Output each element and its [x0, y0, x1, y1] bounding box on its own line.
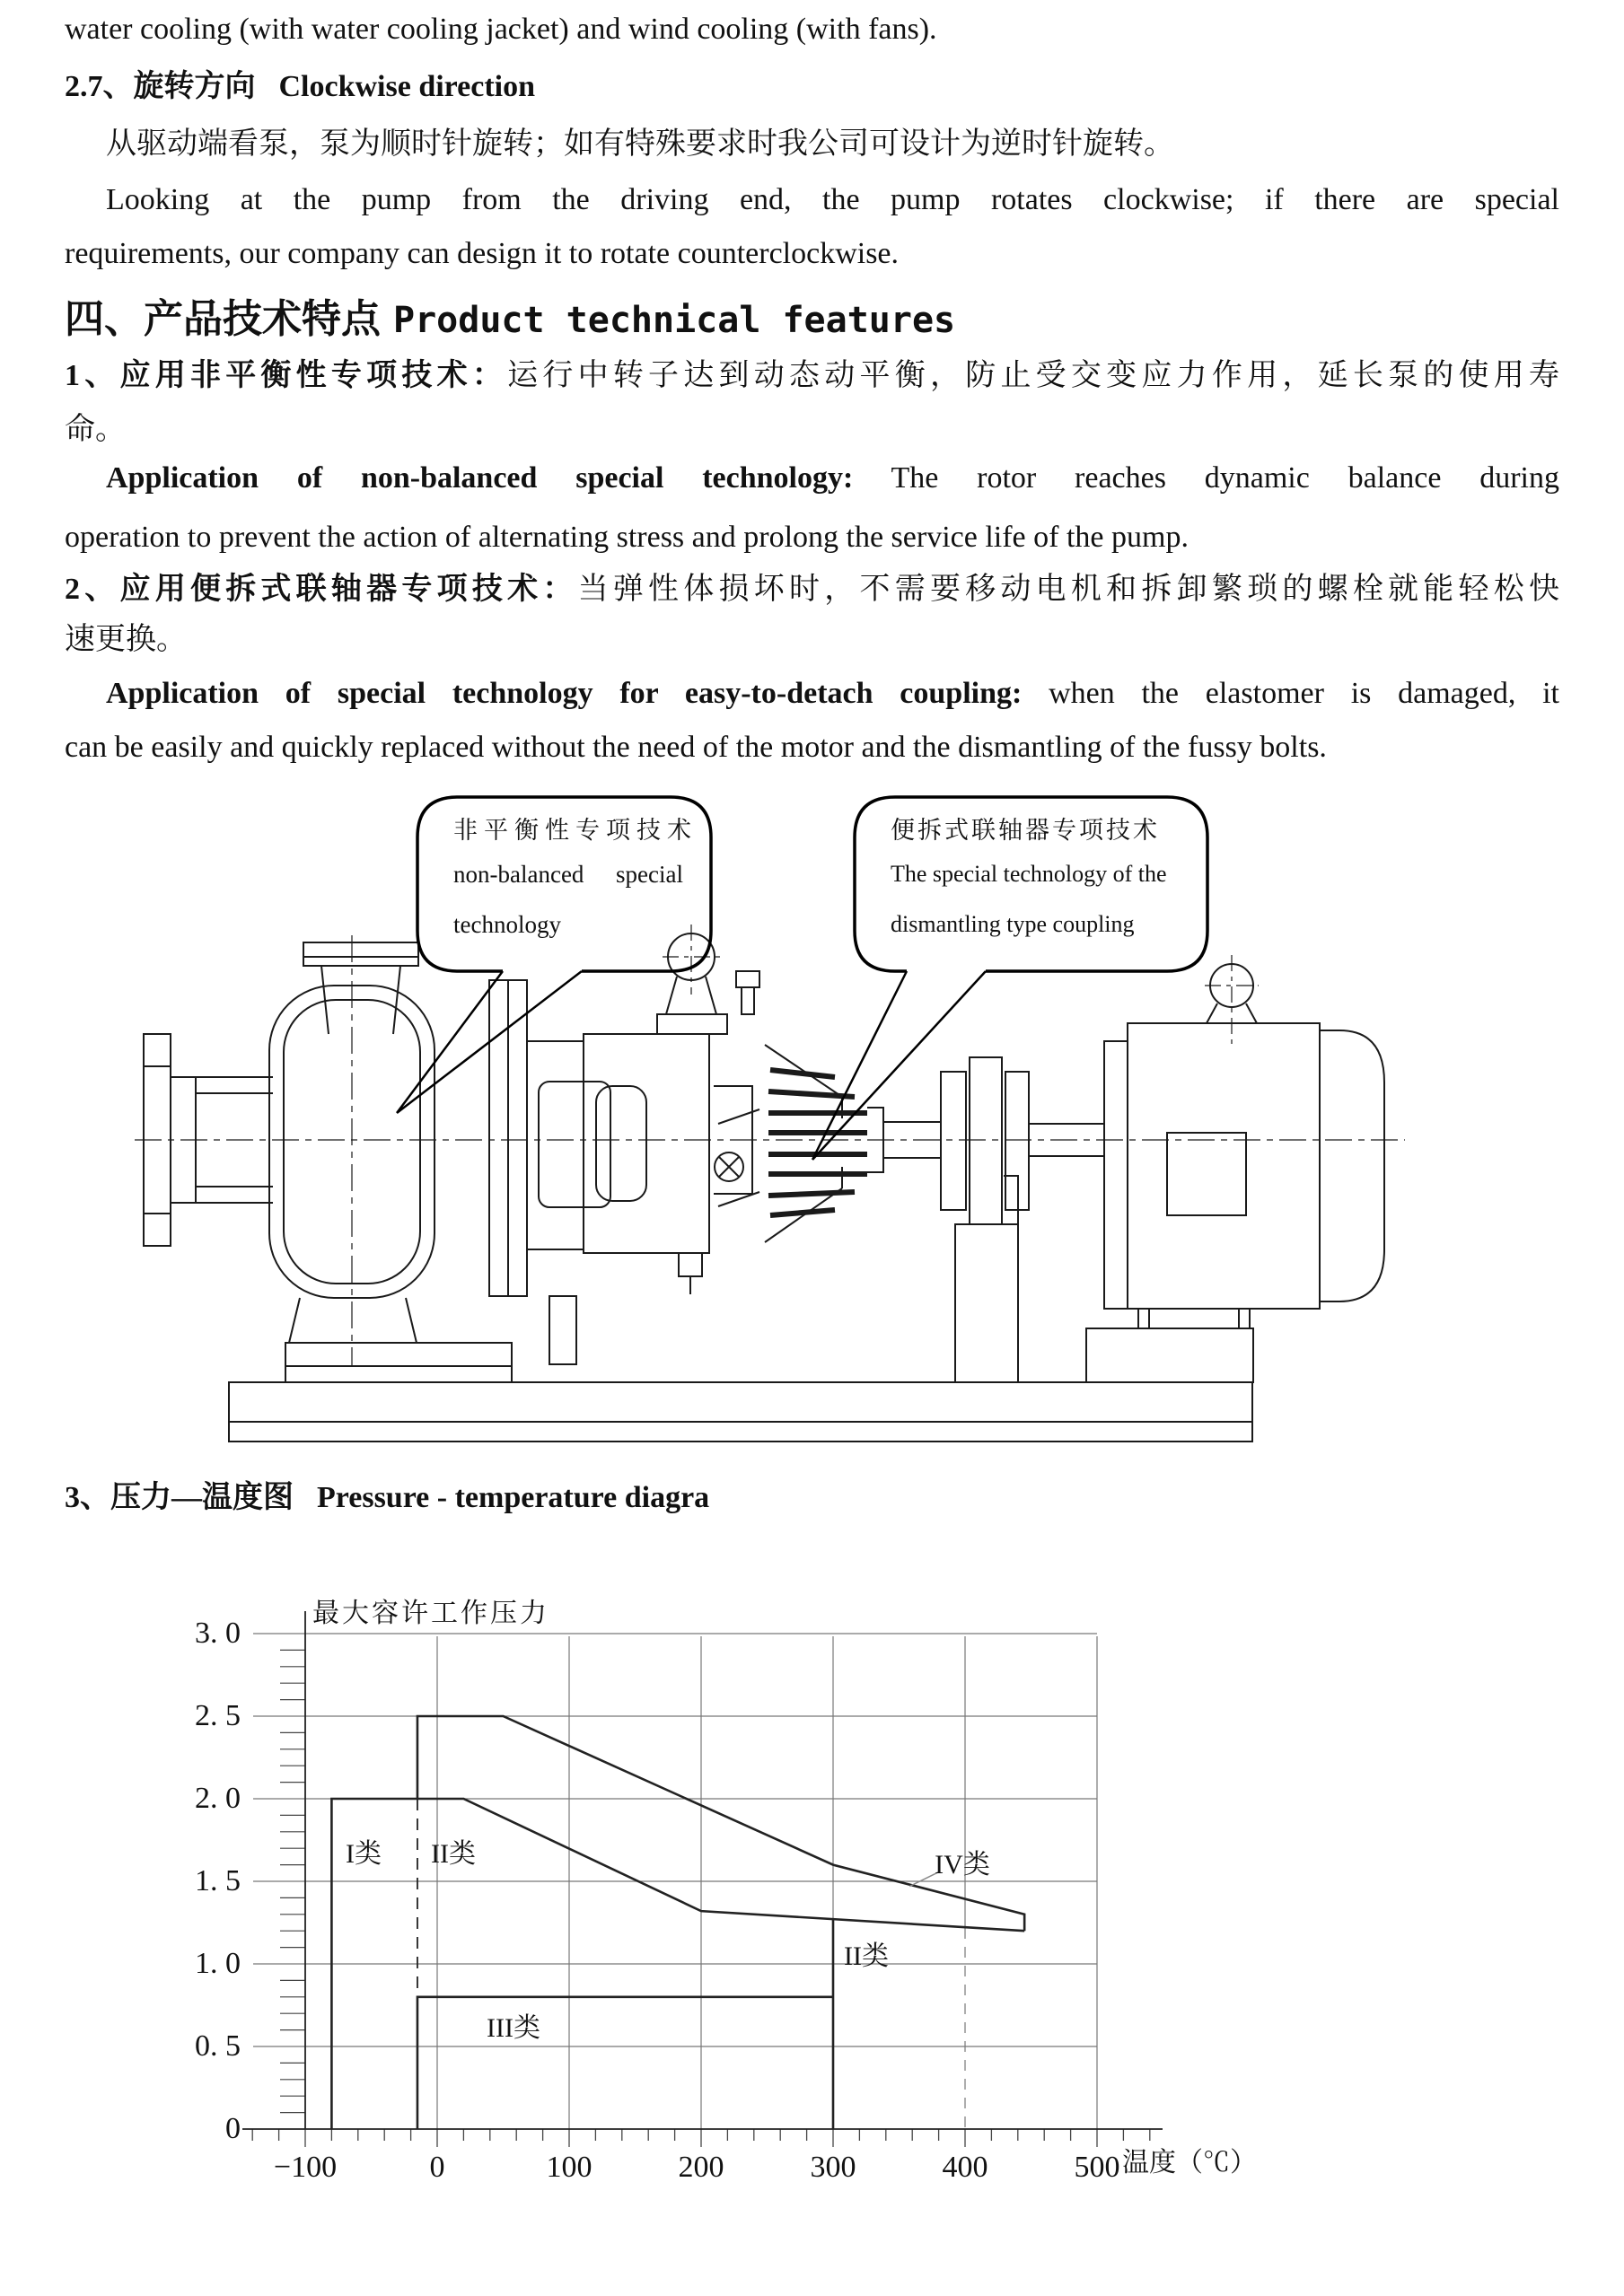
x-tick-400: 400 [942, 2151, 988, 2184]
item1-en-line1 [65, 460, 1559, 498]
heading-2-7 [65, 68, 535, 107]
y-tick-0.5: 0. 5 [195, 2029, 241, 2063]
heading-3-en: Pressure - temperature diagra [317, 1481, 710, 1514]
region-label-class-I: I类 [346, 1839, 382, 1869]
callout-right-line1: 便拆式联轴器专项技术 [891, 817, 1160, 844]
paragraph-water-cooling: water cooling (with water cooling jacket) and wind cooling (with fans). [65, 13, 937, 46]
item1-en-line2: operation to prevent the action of alternating stress and prolong the service life of the pump. [65, 521, 1189, 554]
heading-2-7-en: Clockwise direction [278, 70, 536, 103]
item2-text-en: when the elastomer is damaged, it [1022, 677, 1559, 710]
heading-3-zh: 3、压力—温度图 [65, 1481, 294, 1514]
item1-line2: 命。 [65, 413, 126, 446]
heading-4 [65, 294, 955, 344]
pressure-temperature-chart [90, 1589, 1365, 2296]
x-axis-unit-label: 温度（℃） [1122, 2148, 1257, 2178]
x-tick-500: 500 [1074, 2151, 1120, 2184]
y-tick-2.0: 2. 0 [195, 1782, 241, 1815]
x-tick--100: −100 [273, 2151, 338, 2184]
heading-3 [65, 1479, 709, 1518]
item1-label-zh: 1、应用非平衡性专项技术： [65, 359, 508, 392]
callout-right-line3: dismantling type coupling [891, 911, 1135, 937]
chart-title: 最大容许工作压力 [312, 1599, 549, 1628]
item2-label-en: Application of special technology for easy-to-detach coupling: [106, 677, 1023, 710]
heading-4-en: Product technical features [393, 300, 956, 341]
region-label-class-II: II类 [431, 1839, 476, 1869]
callout-left-line3: technology [453, 911, 561, 938]
y-tick-1.0: 1. 0 [195, 1947, 241, 1980]
callout-right-line2: The special technology of the [891, 861, 1167, 887]
region-label-class-III: III类 [487, 2013, 540, 2043]
x-tick-200: 200 [678, 2151, 724, 2184]
y-tick-1.5: 1. 5 [195, 1864, 241, 1897]
y-tick-0: 0 [225, 2112, 241, 2145]
heading-4-zh: 四、产品技术特点 [65, 297, 381, 341]
item2-en-line2: can be easily and quickly replaced without the need of the motor and the dismantling of the fussy bolts. [65, 731, 1327, 764]
item2-label-zh: 2、应用便拆式联轴器专项技术： [65, 573, 578, 606]
pump-drawing [72, 772, 1436, 1468]
item1-line1 [65, 357, 1559, 396]
region-label-class-II-lower: II类 [844, 1941, 889, 1971]
item2-en-line1 [65, 675, 1559, 714]
x-tick-100: 100 [546, 2151, 593, 2184]
paragraph-rotation-zh: 从驱动端看泵，泵为顺时针旋转；如有特殊要求时我公司可设计为逆时针旋转。 [106, 127, 1174, 161]
item2-line2: 速更换。 [65, 623, 187, 656]
item2-text-zh: 当弹性体损坏时，不需要移动电机和拆卸繁琐的螺栓就能轻松快 [577, 573, 1560, 606]
heading-2-7-zh: 2.7、旋转方向 [65, 70, 256, 103]
paragraph-rotation-en-line1: Looking at the pump from the driving end, the pump rotates clockwise; if there are special [106, 183, 1559, 216]
region-label-class-IV: IV类 [935, 1850, 990, 1880]
y-tick-2.5: 2. 5 [195, 1699, 241, 1732]
item2-line1 [65, 571, 1559, 609]
callout-bubbles [397, 797, 1207, 1160]
item1-label-en: Application of non-balanced special technology: [106, 461, 854, 495]
x-tick-0: 0 [429, 2151, 445, 2184]
y-tick-3.0: 3. 0 [195, 1617, 241, 1650]
item1-text-en: The rotor reaches dynamic balance during [853, 461, 1559, 495]
item1-text-zh: 运行中转子达到动态动平衡，防止受交变应力作用，延长泵的使用寿 [507, 359, 1560, 392]
callout-left-line2: non-balanced special [453, 861, 683, 888]
paragraph-rotation-en-line2: requirements, our company can design it to rotate counterclockwise. [65, 237, 900, 270]
callout-left-line1: 非平衡性专项技术 [453, 817, 698, 844]
x-tick-300: 300 [810, 2151, 856, 2184]
